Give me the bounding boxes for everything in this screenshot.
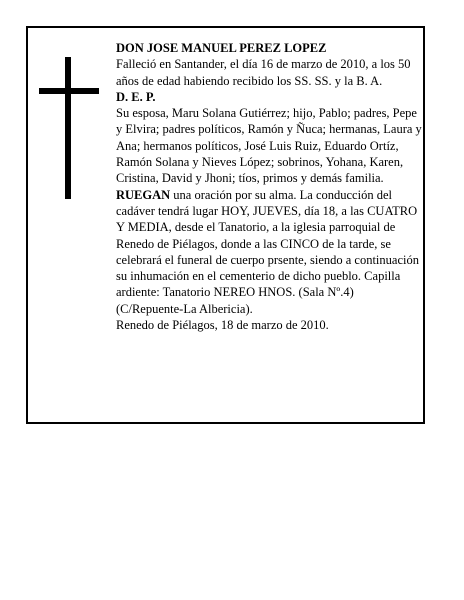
death-statement: Falleció en Santander, el día 16 de marzo de 2010, a los 50 años de edad habiendo recibido los SS. SS. y la B. A. xyxy=(116,57,411,88)
funeral-request xyxy=(116,187,422,317)
deceased-name: DON JOSE MANUEL PEREZ LOPEZ xyxy=(116,41,327,55)
place-date: Renedo de Piélagos, 18 de marzo de 2010. xyxy=(116,318,329,333)
cross-vertical-bar xyxy=(65,57,71,199)
family-list: Su esposa, Maru Solana Gutiérrez; hijo, Pablo; padres, Pepe y Elvira; padres políticos, Ramón y Ñuca; hermanas, Laura y Ana; hermanos políticos, José Luis Ruiz, Eduardo Ortíz, Ramón Solana y Nieves López; sobrinos, Yohana, Karen, Cristina, David y Jhoni; tíos, primos y demás familia. xyxy=(116,106,422,186)
notice-text xyxy=(116,40,422,333)
request-lead: RUEGAN xyxy=(116,187,171,202)
cross-horizontal-bar xyxy=(39,88,99,94)
cross-icon xyxy=(39,57,99,199)
rip-heading: D. E. P. xyxy=(116,89,156,104)
request-text: una oración por su alma. La conducción del cadáver tendrá lugar HOY, JUEVES, día 18, a las CUATRO Y MEDIA, desde el Tanatorio, a la iglesia parroquial de Renedo de Piélagos, donde a las CINCO de la tarde, se celebrará el funeral de cuerpo prsente, siendo a continuación su inhumación en el cementerio de dicho pueblo. Capilla ardiente: Tanatorio NEREO HNOS. (Sala Nº.4) (C/Repuente-La Albericia). xyxy=(116,187,419,316)
obituary-notice xyxy=(26,26,425,424)
